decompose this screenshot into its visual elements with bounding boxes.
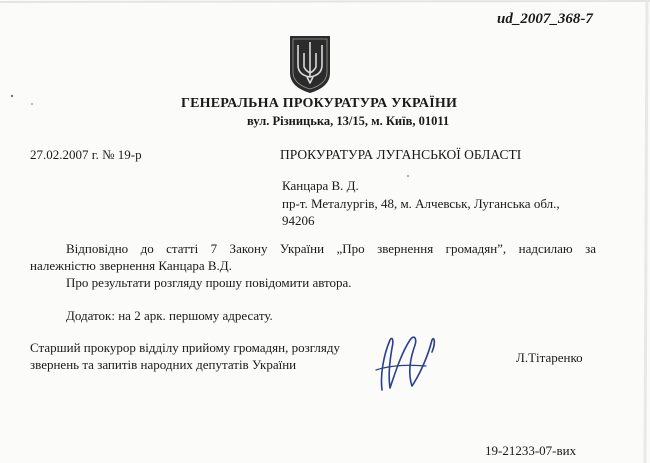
attachment-note: Додаток: на 2 арк. першому адресату. — [66, 308, 273, 323]
recipient-street: пр-т. Металургів, 48, м. Алчевськ, Луганська обл., — [282, 196, 560, 211]
recipient-person: Канцара В. Д. — [282, 178, 359, 193]
trident-emblem-icon — [287, 33, 333, 95]
registration-number: 19-21233-07-вих — [485, 443, 577, 458]
body-paragraph — [30, 240, 596, 274]
organization-name: ГЕНЕРАЛЬНА ПРОКУРАТУРА УКРАЇНИ — [181, 96, 458, 111]
recipient-zip: 94206 — [282, 213, 315, 228]
document-id: ud_2007_368-7 — [497, 11, 593, 27]
signer-name: Л.Тітаренко — [516, 350, 583, 365]
document-date-number: 27.02.2007 г. № 19-р — [30, 147, 142, 162]
recipient-office: ПРОКУРАТУРА ЛУГАНСЬКОЇ ОБЛАСТІ — [280, 147, 522, 162]
paragraph-line-1: Відповідно до статті 7 Закону України „Про звернення громадян”, надсилаю за — [66, 241, 596, 256]
organization-address: вул. Різницька, 13/15, м. Київ, 01011 — [247, 114, 450, 128]
paragraph-line-2: належністю звернення Канцара В.Д. — [30, 258, 232, 273]
handwritten-signature — [368, 326, 448, 406]
result-request: Про результати розгляду прошу повідомити автора. — [66, 275, 352, 290]
signer-title: Старший прокурор відділу прийому громадян, розгляду звернень та запитів народних депутатів України — [30, 340, 340, 372]
